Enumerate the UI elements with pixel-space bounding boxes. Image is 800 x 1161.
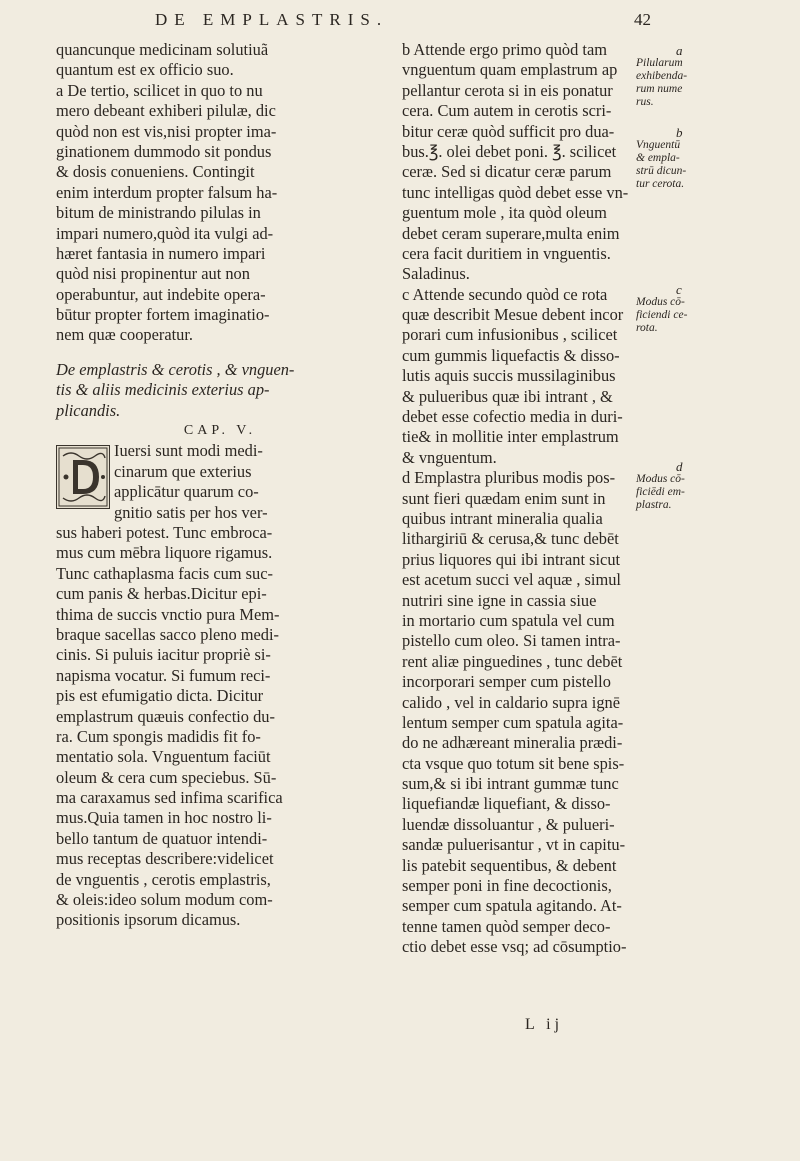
text-line: lutis aquis succis mussilaginibus [402, 366, 616, 386]
margin-note-line: Modus cō- [636, 296, 685, 308]
text-line: mus cum mēbra liquore rigamus. [56, 543, 273, 563]
text-line: ma caraxamus sed infima scarifica [56, 788, 283, 808]
text-line: mus.Quia tamen in hoc nostro li- [56, 808, 272, 828]
text-line: mero debeant exhiberi pilulæ, dic [56, 101, 276, 121]
text-line: pellantur cerota si in eis ponatur [402, 80, 613, 100]
paragraph-pilulae [56, 40, 384, 346]
text-line: bitum de ministrando pilulas in [56, 203, 261, 223]
text-line: quibus intrant mineralia qualia [402, 508, 603, 528]
text-line: cera facit duritiem in vnguentis. [402, 243, 611, 263]
text-line: lis patebit sequentibus, & debent [402, 855, 617, 875]
text-line: d Emplastra pluribus modis pos- [402, 468, 616, 488]
text-line: cinarum que exterius [114, 461, 252, 481]
text-line: debet esse cofectio media in duri- [402, 407, 623, 427]
margin-note-line: ficiendi ce- [636, 309, 688, 321]
chapter-label: CAP. V. [183, 423, 257, 439]
text-line: prius liquores qui ibi intrant sicut [402, 549, 621, 569]
section-heading [56, 360, 384, 442]
text-line: operabuntur, aut indebite opera- [56, 284, 266, 304]
text-line: pis est efumigatio dicta. Dicitur [56, 686, 264, 706]
text-line: būtur propter fortem imaginatio- [56, 305, 270, 325]
margin-note-b [636, 126, 746, 191]
left-column [56, 40, 384, 931]
text-line: sandæ puluerisantur , vt in capitu- [402, 835, 626, 855]
text-line: lentum semper cum spatula agita- [402, 712, 624, 732]
text-line: applicātur quarum co- [114, 482, 259, 502]
text-line: liquefiandæ liquefiant, & disso- [402, 794, 611, 814]
text-line: cera. Cum autem in cerotis scri- [402, 101, 612, 121]
text-line: cta vsque quo totum sit bene spis- [402, 753, 625, 773]
spacer [56, 346, 384, 360]
text-line: incorporari semper cum pistello [402, 672, 611, 692]
text-line: oleum & cera cum speciebus. Sū- [56, 767, 277, 787]
text-line: bus.℥. olei debet poni. ℥. scilicet [402, 141, 617, 161]
margin-note-letter: a [676, 43, 683, 58]
text-line: & oleis:ideo solum modum com- [56, 890, 273, 910]
text-line: sus haberi potest. Tunc embroca- [56, 522, 273, 542]
text-line: b Attende ergo primo quòd tam [402, 40, 608, 59]
text-line: quòd non est vis,nisi propter ima- [56, 121, 277, 141]
text-line: do ne adhæreant mineralia prædi- [402, 733, 623, 753]
text-line: in mortario cum spatula vel cum [402, 610, 615, 630]
margin-note-line: Modus cō- [636, 473, 685, 485]
section-title-line: plicandis. [56, 400, 121, 420]
margin-note-line: Pilularum [636, 57, 683, 69]
text-line: bello tantum de quatuor intendi- [56, 828, 268, 848]
text-line: ctio debet esse vsq; ad cōsumptio- [402, 937, 627, 957]
margin-note-line: strū dicun- [636, 165, 687, 177]
text-line: ginationem dummodo sit pondus [56, 141, 272, 161]
text-line: c Attende secundo quòd ce rota [402, 284, 608, 304]
text-line: Saladinus. [402, 264, 470, 284]
margin-note-line: exhibenda- [636, 70, 688, 82]
text-line: est acetum succi vel aquæ , simul [402, 570, 621, 590]
text-line: sum,& si ibi intrant gummæ tunc [402, 774, 619, 794]
text-line: emplastrum quæuis confectio du- [56, 706, 275, 726]
text-line: quæ describit Mesue debent incor [402, 305, 624, 325]
right-column [402, 40, 630, 958]
text-line: semper cum spatula agitando. At- [402, 896, 622, 916]
margin-note-line: tur cerota. [636, 178, 685, 190]
text-line: pistello cum oleo. Si tamen intra- [402, 631, 621, 651]
text-line: semper poni in fine decoctionis, [402, 876, 612, 896]
text-line: mentatio sola. Vnguentum faciūt [56, 747, 271, 767]
text-line: napisma vocatur. Si fumum reci- [56, 665, 271, 685]
text-line: Iuersi sunt modi medi- [114, 441, 263, 461]
text-line: porari cum infusionibus , scilicet [402, 325, 618, 345]
text-line: mus receptas describere:videlicet [56, 849, 274, 869]
text-line: Tunc cathaplasma facis cum suc- [56, 563, 273, 583]
margin-note-letter: c [676, 282, 682, 297]
text-line: quancunque medicinam solutiuã [56, 40, 269, 59]
text-line: tunc intelligas quòd debet esse vn- [402, 182, 629, 202]
text-line: quantum est ex officio suo. [56, 60, 234, 80]
margin-note-line: Vnguentū [636, 139, 681, 151]
text-line: & dosis conueniens. Contingit [56, 162, 255, 182]
section-title-line: De emplastris & cerotis , & vnguen- [56, 359, 295, 379]
text-line: thima de succis vnctio pura Mem- [56, 604, 280, 624]
margin-note-letter: d [676, 459, 683, 474]
text-line: gnitio satis per hos ver- [114, 502, 268, 522]
text-line: cum panis & herbas.Dicitur epi- [56, 584, 267, 604]
text-line: nem quæ cooperatur. [56, 325, 194, 345]
decorated-initial-D-icon [56, 445, 110, 509]
section-title-line: tis & aliis medicinis exterius ap- [56, 380, 270, 400]
text-line: vnguentum quam emplastrum ap [402, 60, 618, 80]
page-header [0, 10, 800, 40]
text-line: bitur ceræ quòd sufficit pro dua- [402, 121, 615, 141]
text-line: calido , vel in caldario supra ignē [402, 692, 621, 712]
text-line: guentum mole , ita quòd oleum [402, 203, 607, 223]
text-line: positionis ipsorum dicamus. [56, 910, 241, 930]
text-line: enim interdum propter falsum ha- [56, 182, 278, 202]
margin-note-line: plastra. [636, 499, 672, 511]
text-line: lithargiriū & cerusa,& tunc debēt [402, 529, 619, 549]
margin-note-line: rota. [636, 322, 658, 334]
running-title: DE EMPLASTRIS. [155, 10, 389, 29]
margin-note-c [636, 283, 746, 335]
text-line: ra. Cum spongis madidis fit fo- [56, 726, 261, 746]
text-line: quòd nisi propinentur aut non [56, 264, 250, 284]
text-line: debet ceram superare,multa enim [402, 223, 620, 243]
margin-note-line: rum nume [636, 83, 683, 95]
text-line: cinis. Si puluis iacitur propriè si- [56, 645, 271, 665]
margin-note-line: ficiēdi em- [636, 486, 685, 498]
text-line: nutriri sine igne in cassia siue [402, 590, 597, 610]
text-line: braque sacellas sacco pleno medi- [56, 624, 279, 644]
text-line: hæret fantasia in numero impari [56, 243, 266, 263]
text-line: & pulueribus quæ ibi intrant , & [402, 386, 613, 406]
text-line: rent aliæ pinguedines , tunc debēt [402, 651, 623, 671]
text-line: & vnguentum. [402, 447, 497, 467]
signature-mark: L ij [525, 1016, 564, 1033]
chapter-body [56, 441, 384, 930]
margin-note-a [636, 44, 746, 109]
margin-note-d [636, 460, 746, 512]
margin-note-letter: b [676, 125, 683, 140]
text-line: impari numero,quòd ita vulgi ad- [56, 223, 274, 243]
text-line: ceræ. Sed si dicatur ceræ parum [402, 162, 612, 182]
page-number: 42 [634, 10, 651, 29]
margin-note-line: rus. [636, 96, 654, 108]
text-line: tie& in mollitie inter emplastrum [402, 427, 619, 447]
text-line: cum gummis liquefactis & disso- [402, 345, 620, 365]
text-line: de vnguentis , cerotis emplastris, [56, 869, 271, 889]
margin-note-line: & empla- [636, 152, 680, 164]
text-line: sunt fieri quædam enim sunt in [402, 488, 606, 508]
text-line: a De tertio, scilicet in quo to nu [56, 80, 263, 100]
text-line: tenne tamen quòd semper deco- [402, 916, 611, 936]
text-line: luendæ dissoluantur , & pulueri- [402, 814, 615, 834]
